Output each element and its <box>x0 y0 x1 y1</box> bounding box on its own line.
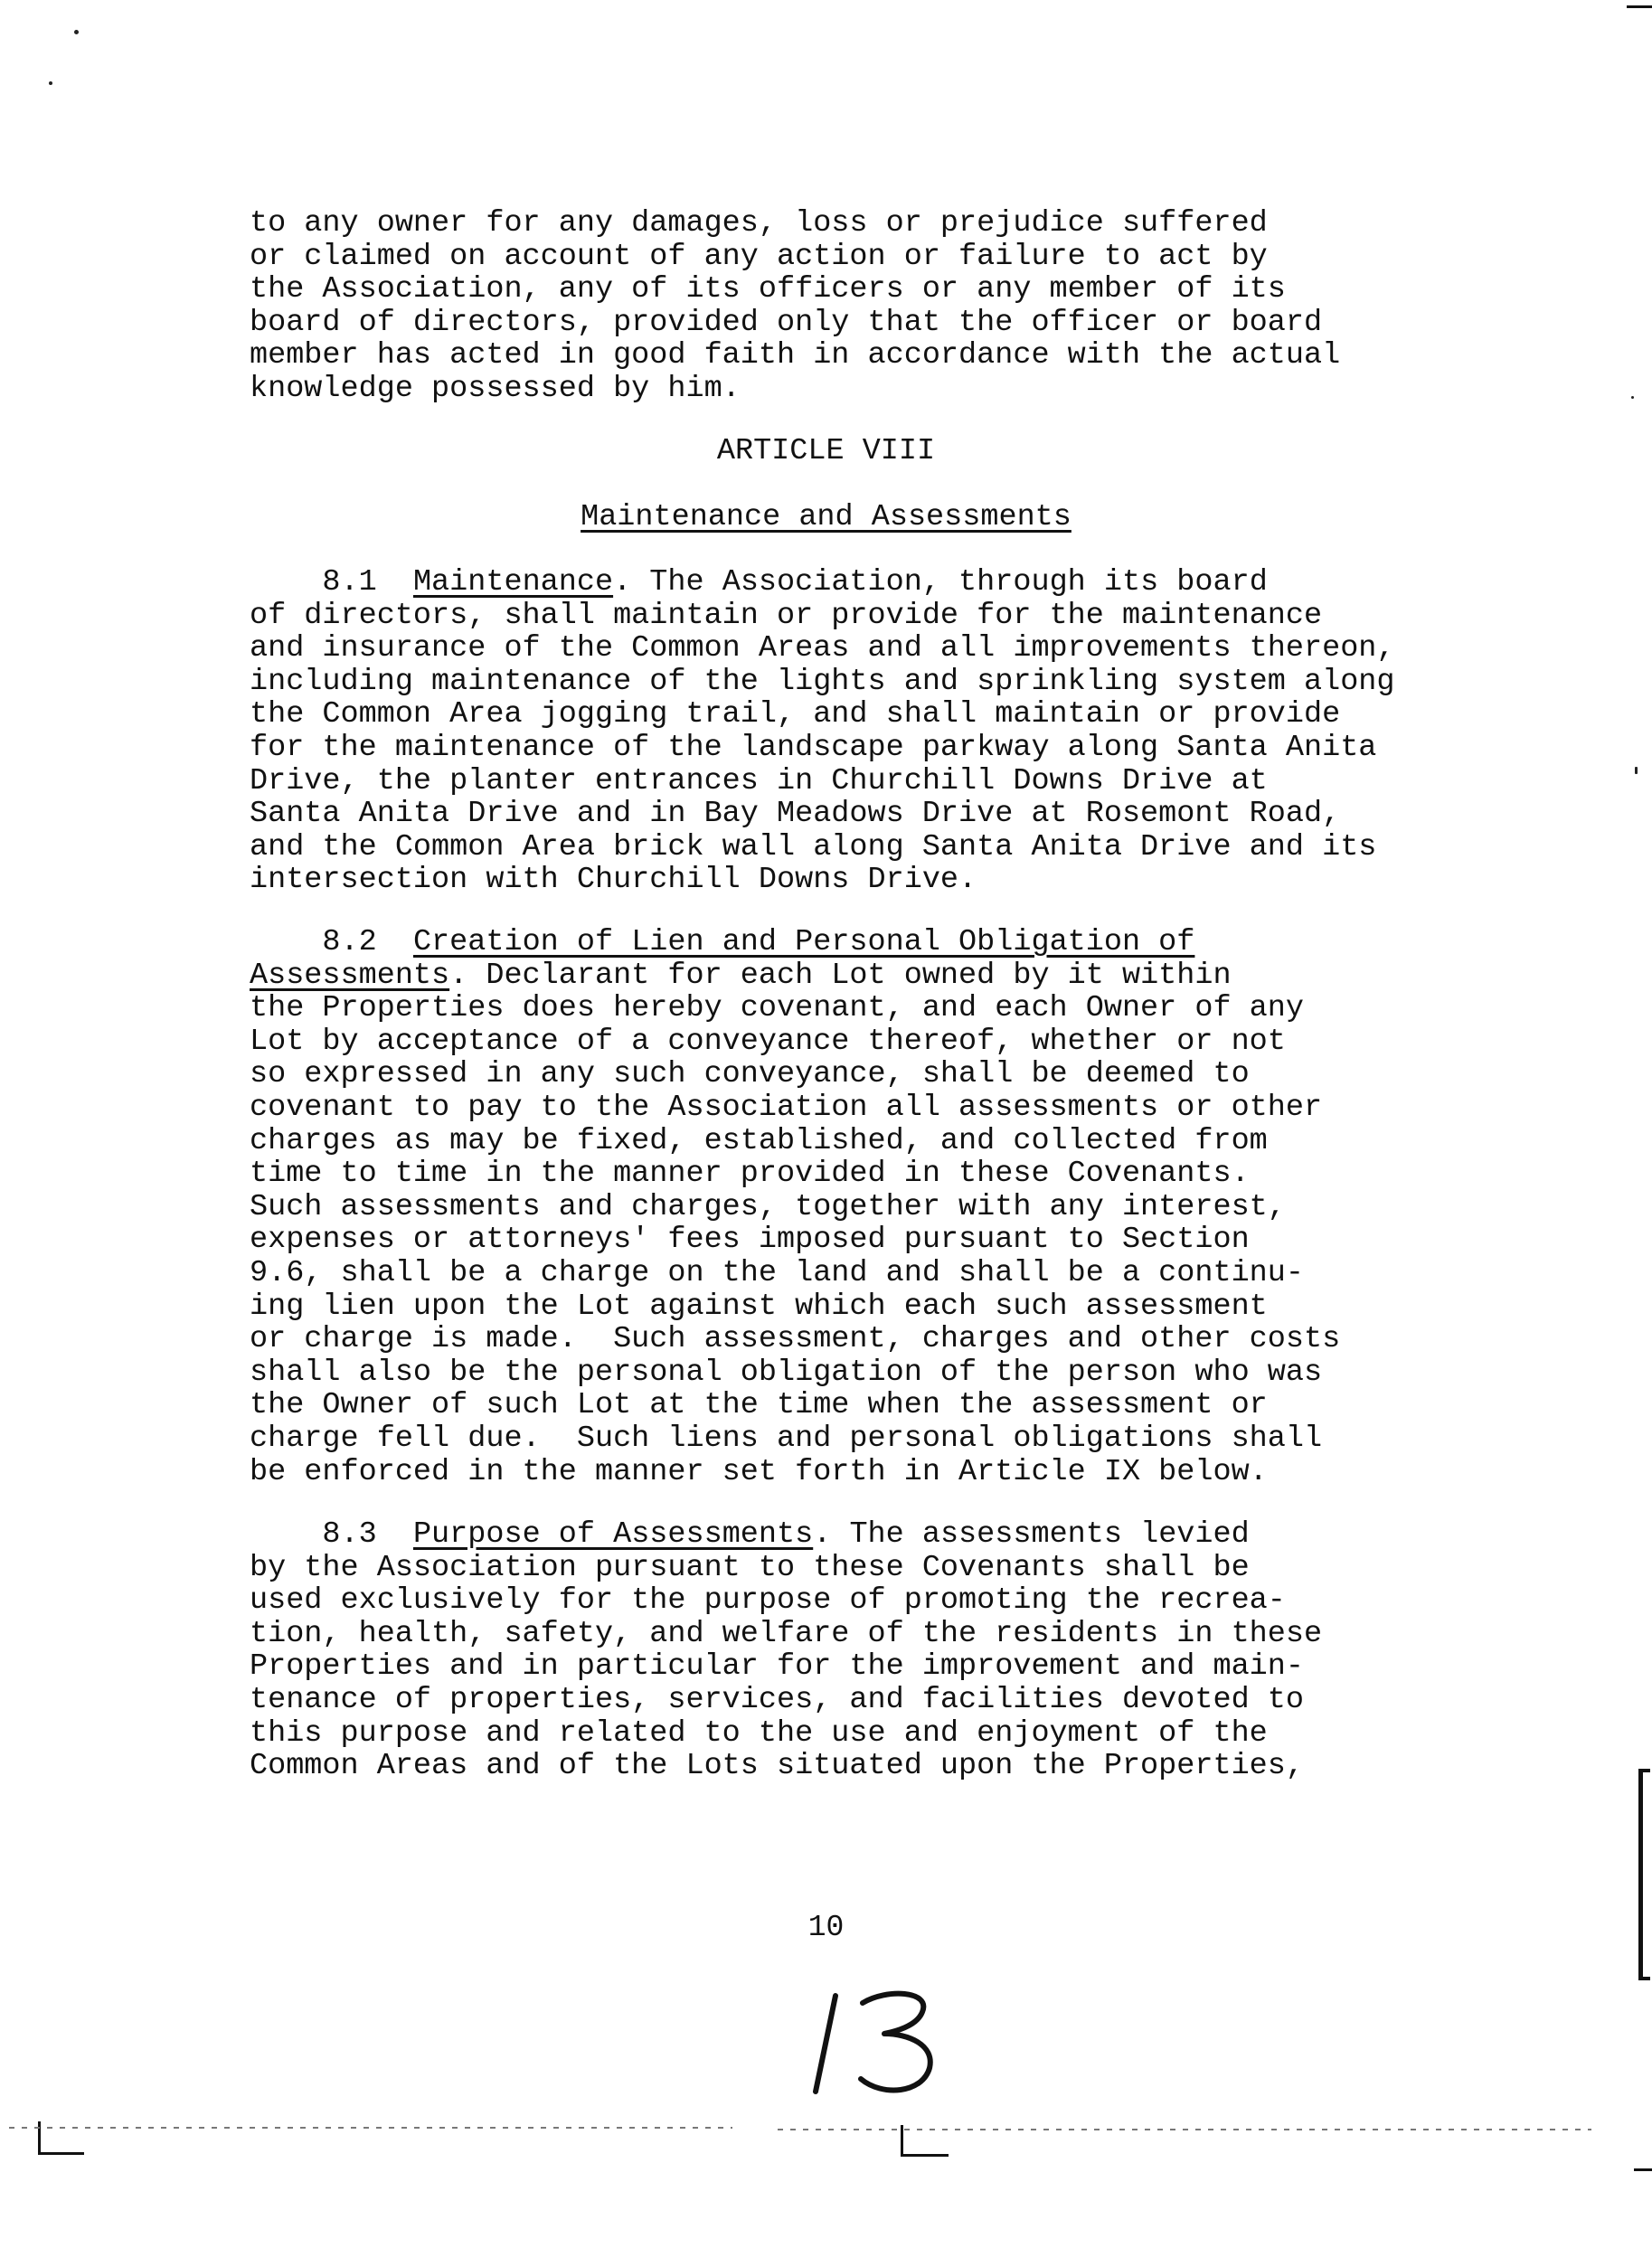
section-8-1 <box>250 566 1461 897</box>
text-line: the Properties does hereby covenant, and each Owner of any <box>250 991 1304 1026</box>
text-line: knowledge possessed by him. <box>250 371 741 406</box>
handwritten-page-mark <box>796 1985 958 2102</box>
scan-speck <box>74 30 79 34</box>
text-line: or claimed on account of any action or failure to act by <box>250 239 1268 274</box>
text-line: by the Association pursuant to these Covenants shall be <box>250 1550 1250 1585</box>
section-number: 8.2 <box>322 925 377 959</box>
section-8-2 <box>250 926 1461 1488</box>
scan-line-artifact <box>9 2127 732 2129</box>
text-line: of directors, shall maintain or provide for the maintenance <box>250 598 1323 633</box>
text-line: Lot by acceptance of a conveyance thereof, whether or not <box>250 1024 1286 1059</box>
article-title <box>0 500 1652 534</box>
text-line: shall also be the personal obligation of the person who was <box>250 1355 1323 1390</box>
text-line: the Owner of such Lot at the time when the assessment or <box>250 1388 1268 1423</box>
text-line: Properties and in particular for the improvement and main- <box>250 1649 1304 1685</box>
text-line: 9.6, shall be a charge on the land and shall be a continu- <box>250 1255 1304 1290</box>
text-line: tenance of properties, services, and facilities devoted to <box>250 1682 1304 1717</box>
text-line: including maintenance of the lights and sprinkling system along <box>250 664 1395 699</box>
section-first-line <box>250 1518 1461 1552</box>
text-line: the Association, any of its officers or any member of its <box>250 272 1286 307</box>
text-line: board of directors, provided only that the officer or board <box>250 305 1323 340</box>
section-8-3 <box>250 1518 1461 1783</box>
text-line: the Common Area jogging trail, and shall maintain or provide <box>250 697 1341 732</box>
section-number: 8.1 <box>322 565 377 600</box>
text-line: Santa Anita Drive and in Bay Meadows Drive at Rosemont Road, <box>250 797 1341 832</box>
section-heading-continued: Assessments <box>250 958 450 993</box>
text-line: and insurance of the Common Areas and all improvements thereon, <box>250 631 1395 666</box>
scan-speck <box>49 81 52 85</box>
section-second-line-rest: . Declarant for each Lot owned by it within <box>449 958 1232 993</box>
text-line: or charge is made. Such assessment, charges and other costs <box>250 1322 1341 1357</box>
text-line: be enforced in the manner set forth in Article IX below. <box>250 1454 1268 1489</box>
section-first-line <box>250 566 1461 600</box>
text-line: charges as may be fixed, established, and collected from <box>250 1123 1268 1158</box>
text-line: Common Areas and of the Lots situated upon the Properties, <box>250 1749 1304 1784</box>
text-line: covenant to pay to the Association all assessments or other <box>250 1090 1323 1125</box>
scan-edge-bracket <box>1638 1769 1650 1980</box>
section-first-line-rest: . The Association, through its board <box>613 565 1268 600</box>
section-first-line <box>250 926 1461 959</box>
text-line: charge fell due. Such liens and personal obligations shall <box>250 1421 1323 1456</box>
text-line: expenses or attorneys' fees imposed pursuant to Section <box>250 1223 1250 1258</box>
text-line: tion, health, safety, and welfare of the residents in these <box>250 1616 1323 1651</box>
section-number: 8.3 <box>322 1517 377 1552</box>
text-line: intersection with Churchill Downs Drive. <box>250 863 977 898</box>
section-second-line <box>250 959 1461 993</box>
text-line: used exclusively for the purpose of promoting the recrea- <box>250 1583 1286 1619</box>
intro-paragraph <box>250 207 1461 406</box>
section-heading: Maintenance <box>412 565 614 600</box>
text-line: ing lien upon the Lot against which each such assessment <box>250 1289 1268 1324</box>
scan-speck <box>1631 396 1634 399</box>
text-line: so expressed in any such conveyance, shall be deemed to <box>250 1057 1250 1092</box>
section-first-line-rest: . The assessments levied <box>813 1517 1250 1552</box>
crop-mark-bottom-right <box>1634 2168 1652 2171</box>
text-line: and the Common Area brick wall along Santa Anita Drive and its <box>250 829 1377 864</box>
text-line: Such assessments and charges, together with any interest, <box>250 1189 1286 1224</box>
scan-speck <box>1635 767 1638 774</box>
text-line: time to time in the manner provided in these Covenants. <box>250 1157 1250 1192</box>
section-heading: Purpose of Assessments <box>412 1517 814 1552</box>
section-heading: Creation of Lien and Personal Obligation of <box>412 925 1195 959</box>
text-line: member has acted in good faith in accordance with the actual <box>250 338 1341 373</box>
article-number: ARTICLE VIII <box>716 434 936 468</box>
crop-mark-top-right <box>1627 5 1652 8</box>
text-line: to any owner for any damages, loss or prejudice suffered <box>250 206 1268 241</box>
text-line: for the maintenance of the landscape parkway along Santa Anita <box>250 730 1377 765</box>
page-number: 10 <box>807 1911 845 1944</box>
article-title-text: Maintenance and Assessments <box>581 500 1071 534</box>
text-line: this purpose and related to the use and enjoyment of the <box>250 1715 1268 1751</box>
scan-line-artifact <box>778 2129 1591 2130</box>
text-line: Drive, the planter entrances in Churchill Downs Drive at <box>250 763 1268 798</box>
